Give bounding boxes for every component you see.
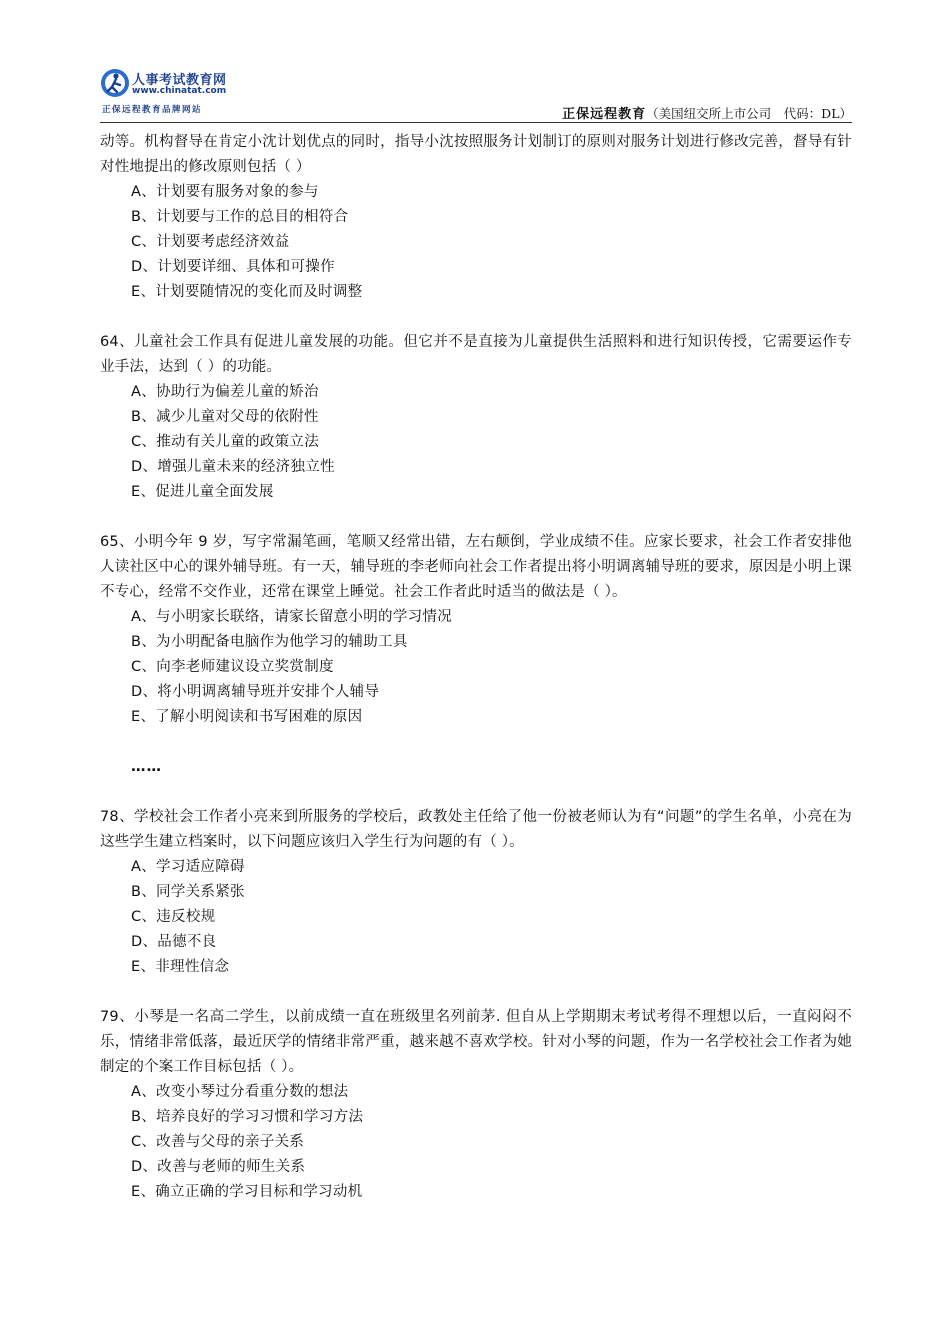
question-78-text: 78、学校社会工作者小亮来到所服务的学校后，政教处主任给了他一份被老师认为有“问题”的学生名单，小亮在为这些学生建立档案时，以下问题应该归入学生行为问题的有（ ）。 — [100, 809, 852, 850]
question-65-option-a: A、与小明家长联络，请家长留意小明的学习情况 — [131, 609, 453, 625]
intro-paragraph: 动等。机构督导在肯定小沈计划优点的同时，指导小沈按照服务计划制订的原则对服务计划进行修改完善，督导有针对性地提出的修改原则包括（ ） — [100, 134, 852, 175]
question-78-option-b: B、同学关系紧张 — [131, 884, 245, 900]
runner-logo-icon — [100, 68, 130, 98]
question-79 — [100, 1005, 852, 1205]
question-64 — [100, 330, 852, 505]
header-divider — [100, 122, 852, 123]
question-78-option-a: A、学习适应障碍 — [131, 859, 245, 875]
question-65-option-d: D、将小明调离辅导班并安排个人辅导 — [131, 684, 380, 700]
question-78-option-e: E、非理性信念 — [131, 959, 230, 975]
question-79-text: 79、小琴是一名高二学生，以前成绩一直在班级里名列前茅. 但自从上学期期末考试考得不理想以后，一直闷闷不乐，情绪非常低落，最近厌学的情绪非常严重，越来越不喜欢学校。针对小琴的问题，作为一名学校社会工作者为她制定的个案工作目标包括（ ）。 — [100, 1009, 852, 1075]
question-65-text: 65、小明今年 9 岁，写字常漏笔画，笔顺又经常出错，左右颠倒，学业成绩不佳。应家长要求，社会工作者安排他人读社区中心的课外辅导班。有一天，辅导班的李老师向社会工作者提出将小明调离辅导班的要求，原因是小明上课不专心，经常不交作业，还常在课堂上睡觉。社会工作者此时适当的做法是（ ）。 — [100, 534, 852, 600]
question-79-option-a: A、改变小琴过分看重分数的想法 — [131, 1084, 349, 1100]
logo-url: www.chinatat.com — [132, 86, 227, 96]
logo-site-name: 人事考试教育网 — [132, 73, 227, 88]
page-header — [100, 66, 852, 124]
question-79-option-e: E、确立正确的学习目标和学习动机 — [131, 1184, 363, 1200]
brand-subtitle: （美国纽交所上市公司 代码：DL） — [646, 106, 852, 121]
question-64-option-d: D、增强儿童未来的经济独立性 — [131, 459, 335, 475]
question-64-option-c: C、推动有关儿童的政策立法 — [131, 434, 320, 450]
question-64-option-b: B、减少儿童对父母的依附性 — [131, 409, 319, 425]
question-64-text: 64、儿童社会工作具有促进儿童发展的功能。但它并不是直接为儿童提供生活照料和进行知识传授，它需要运作专业手法，达到（ ）的功能。 — [100, 334, 852, 375]
question-65-option-b: B、为小明配备电脑作为他学习的辅助工具 — [131, 634, 408, 650]
intro-option-d: D、计划要详细、具体和可操作 — [131, 259, 335, 275]
site-logo[interactable] — [100, 66, 240, 118]
question-65-option-e: E、了解小明阅读和书写困难的原因 — [131, 709, 363, 725]
question-65 — [100, 530, 852, 730]
intro-option-c: C、计划要考虑经济效益 — [131, 234, 290, 250]
question-79-option-b: B、培养良好的学习习惯和学习方法 — [131, 1109, 364, 1125]
brand-line — [562, 103, 852, 122]
intro-option-b: B、计划要与工作的总目的相符合 — [131, 209, 349, 225]
question-65-option-c: C、向李老师建议设立奖赏制度 — [131, 659, 334, 675]
question-79-option-c: C、改善与父母的亲子关系 — [131, 1134, 305, 1150]
intro-option-a: A、计划要有服务对象的参与 — [131, 184, 319, 200]
intro-option-e: E、计划要随情况的变化而及时调整 — [131, 284, 363, 300]
question-79-option-d: D、改善与老师的师生关系 — [131, 1159, 306, 1175]
logo-tagline: 正保远程教育品牌网站 — [102, 105, 203, 115]
question-78-option-c: C、违反校规 — [131, 909, 216, 925]
question-64-option-e: E、促进儿童全面发展 — [131, 484, 274, 500]
document-body — [100, 130, 852, 1205]
omitted-questions-ellipsis: …… — [131, 759, 162, 775]
question-78-option-d: D、品德不良 — [131, 934, 217, 950]
question-64-option-a: A、协助行为偏差儿童的矫治 — [131, 384, 319, 400]
question-78 — [100, 805, 852, 980]
brand-name: 正保远程教育 — [562, 107, 647, 122]
